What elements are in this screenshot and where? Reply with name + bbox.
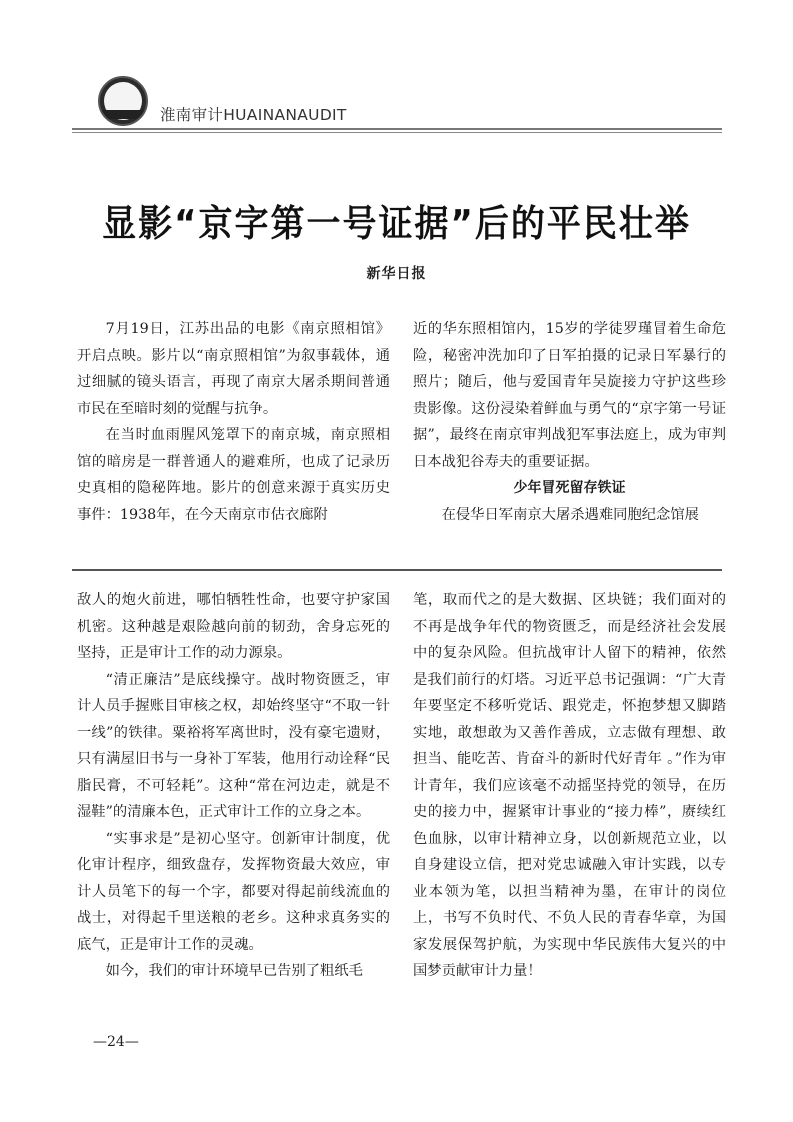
publication-title: 淮南审计HUAINANAUDIT bbox=[160, 106, 347, 124]
article-source: 新华日报 bbox=[366, 266, 427, 282]
paragraph: 笔，取而代之的是大数据、区块链；我们面对的不再是战争年代的物资匮乏，而是经济社会发展中的复杂风险。但抗战审计人留下的精神，依然是我们前行的灯塔。习近平总书记强调：“广大青年要坚定不移听党话、跟党走，怀抱梦想又脚踏实地，敢想敢为又善作善成，立志做有理想、敢担当、能吃苦、肯奋斗的新时代好青年 。”作为审计青年，我们应该毫不动摇坚持党的领导，在历史的接力中，握紧审计事业的“接力棒”，赓续红色血脉，以审计精神立身，以创新规范立业，以自身建设立信，把对党忠诚融入审计实践，以专业本领为笔，以担当精神为墨，在审计的岗位上，书写不负时代、不负人民的青春华章，为国家发展保驾护航，为实现中华民族伟大复兴的中国梦贡献审计力量！ bbox=[413, 592, 726, 979]
audit-logo bbox=[98, 76, 148, 126]
column-bottom-left bbox=[77, 587, 390, 985]
page-number: —24— bbox=[93, 1034, 139, 1050]
column-bottom-right bbox=[413, 587, 726, 985]
paragraph: 7月19日，江苏出品的电影《南京照相馆》开启点映。影片以“南京照相馆”为叙事载体，通过细腻的镜头语言，再现了南京大屠杀期间普通市民在至暗时刻的觉醒与抗争。 bbox=[77, 321, 390, 417]
paragraph: 敌人的炮火前进，哪怕牺牲性命，也要守护家国机密。这种越是艰险越向前的韧劲，舍身忘死的坚持，正是审计工作的动力源泉。 bbox=[77, 592, 390, 661]
logo-band bbox=[100, 110, 148, 119]
column-top-left bbox=[77, 316, 390, 528]
header-rule bbox=[72, 128, 722, 130]
paragraph: 在当时血雨腥风笼罩下的南京城，南京照相馆的暗房是一群普通人的避难所，也成了记录历史真相的隐秘阵地。影片的创意来源于真实历史事件：1938年，在今天南京市估衣廊附 bbox=[77, 427, 390, 523]
paragraph: 如今，我们的审计环境早已告别了粗纸毛 bbox=[105, 963, 363, 979]
header-rule-secondary bbox=[72, 132, 722, 133]
article-title: 显影“京字第一号证据”后的平民壮举 bbox=[102, 202, 691, 246]
page-header bbox=[78, 70, 688, 130]
section-divider bbox=[72, 569, 722, 571]
paragraph: 近的华东照相馆内，15岁的学徒罗瑾冒着生命危险，秘密冲洗加印了日军拍摄的记录日军暴行的照片；随后，他与爱国青年吴旋接力守护这些珍贵影像。这份浸染着鲜血与勇气的“京字第一号证据”，最终在南京审判战犯军事法庭上，成为审判日本战犯谷寿夫的重要证据。 bbox=[413, 321, 726, 470]
paragraph: “实事求是”是初心坚守。创新审计制度，优化审计程序，细致盘存，发挥物资最大效应，审计人员笔下的每一个字，都要对得起前线流血的战士，对得起千里送粮的老乡。这种求真务实的底气，正是审计工作的灵魂。 bbox=[77, 830, 390, 953]
paragraph: “清正廉洁”是底线操守。战时物资匮乏，审计人员手握账目审核之权，却始终坚守“不取一针一线”的铁律。粟裕将军离世时，没有豪宅遗财，只有满屋旧书与一身补丁军装，他用行动诠释“民脂民膏，不可轻耗”。这种“常在河边走，就是不湿鞋”的清廉本色，正式审计工作的立身之本。 bbox=[77, 671, 390, 820]
paragraph: 在侵华日军南京大屠杀遇难同胞纪念馆展 bbox=[441, 506, 699, 523]
column-top-right bbox=[413, 316, 726, 528]
section-subheading: 少年冒死留存铁证 bbox=[513, 480, 626, 496]
